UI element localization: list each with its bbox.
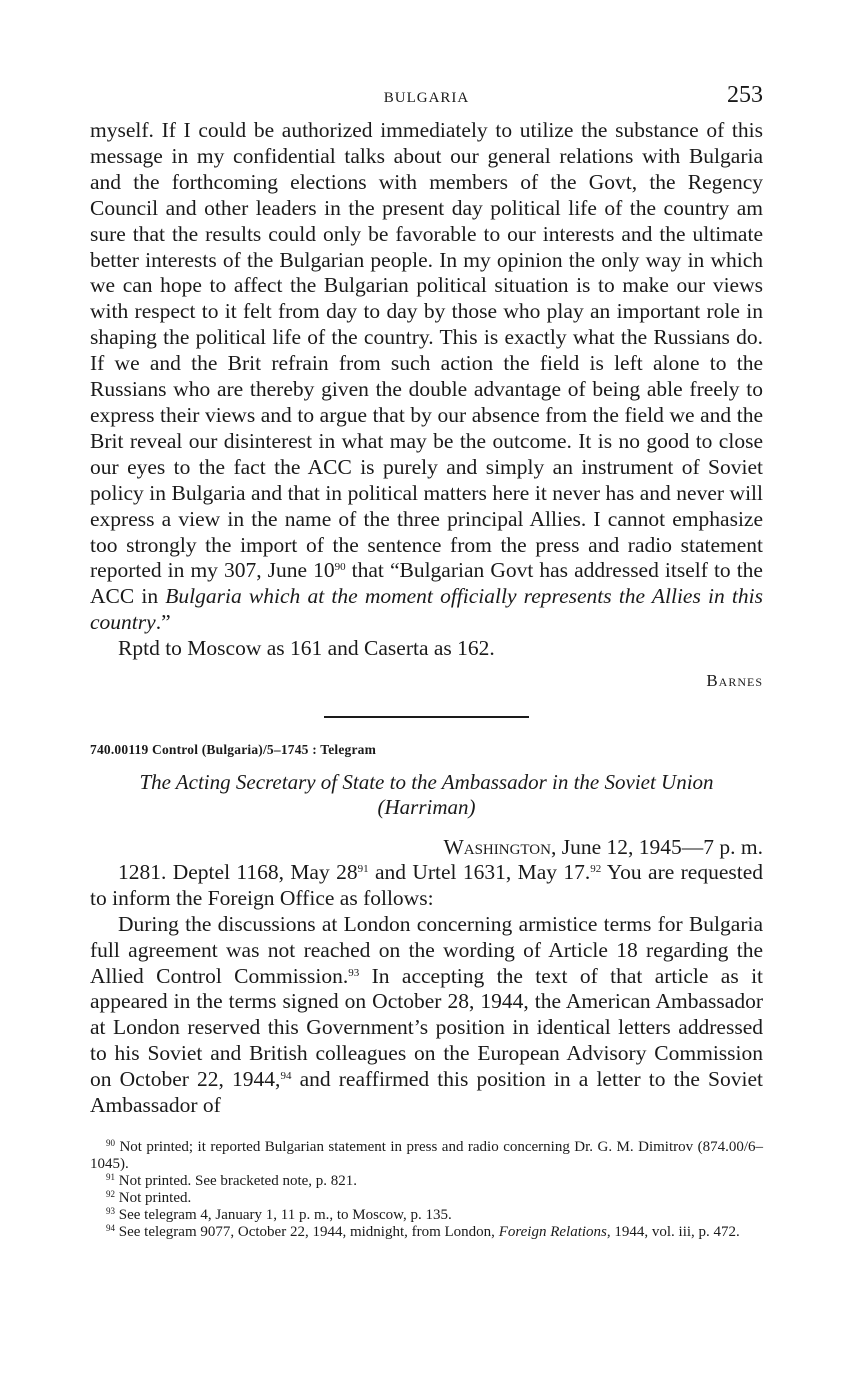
footnote-italic: Foreign Relations	[498, 1224, 607, 1240]
footnote-text: , 1944, vol. iii, p. 472.	[606, 1224, 740, 1240]
paragraph-text: that “Bulgarian Govt has addressed itself to the ACC in	[90, 558, 763, 609]
dateline-place: Washington	[443, 834, 551, 859]
footnote-text: Not printed. See bracketed note, p. 821.	[118, 1173, 358, 1189]
footnote-text: Not printed; it reported Bulgarian statement in press and radio concerning Dr. G. M. Dimitrov (874.00/6–1045).	[90, 1139, 763, 1172]
footnote-ref: 94	[280, 1070, 292, 1083]
footnote-number: 93	[106, 1206, 115, 1216]
footnote	[90, 1173, 763, 1190]
dateline	[90, 834, 763, 860]
dateline-date: , June 12, 1945—7 p. m.	[550, 834, 763, 859]
paragraph	[90, 118, 763, 636]
footnote-text: Not printed.	[118, 1190, 192, 1206]
running-head	[90, 78, 763, 118]
footnote	[90, 1224, 763, 1241]
paragraph-text: 1281. Deptel 1168, May 28	[118, 859, 358, 884]
file-reference: 740.00119 Control (Bulgaria)/5–1745 : Telegram	[90, 741, 377, 757]
paragraph-text: You are requested to inform the Foreign Office as follows:	[90, 859, 764, 910]
footnote	[90, 1207, 763, 1224]
footnote	[90, 1190, 763, 1207]
paragraph-text: In accepting the text of that article as it appeared in the terms signed on October 28, 1944, the American Ambassador at London reserved this Government’s position in identical letters addressed to his Soviet and British colleagues on the European Advisory Commission on October 22, 1944,	[90, 963, 764, 1092]
paragraph	[90, 912, 763, 1119]
document-page	[90, 78, 763, 1241]
footnote-number: 91	[106, 1172, 115, 1182]
paragraph-text: During the discussions at London concerning armistice terms for Bulgaria full agreement was not reached on the wording of Article 18 regarding the Allied Control Commission.	[90, 911, 763, 988]
footnote-number: 92	[106, 1189, 115, 1199]
footnote-text: See telegram 4, January 1, 11 p. m., to Moscow, p. 135.	[118, 1207, 452, 1223]
footnote-text: See telegram 9077, October 22, 1944, midnight, from London,	[118, 1224, 499, 1240]
paragraph-text: and reaffirmed this position in a letter to the Soviet Ambassador of	[90, 1067, 763, 1118]
footnote-number: 90	[106, 1138, 115, 1148]
paragraph-text: .”	[155, 610, 171, 635]
paragraph	[90, 860, 763, 912]
signature: Barnes	[706, 671, 763, 691]
footnote	[90, 1139, 763, 1173]
paragraph-text: myself. If I could be authorized immediately to utilize the substance of this message in my confidential talks about our general relations with Bulgaria and the forthcoming elections with members of the Govt, the Regency Council and other leaders in the present day political life of the country am sure that the results could only be favorable to our interests and the ultimate better interests of the Bulgarian people. In my opinion the only way in which we can hope to affect the Bulgarian political situation is to make our views with respect to it felt from day to day by those who play an important role in shaping the political life of the country. This is exactly what the Russians do. If we and the Brit refrain from such action the field is left alone to the Russians who are thereby given the double advantage of being able freely to express their views and to argue that by our absence from the field we and the Brit reveal our disinterest in what may be the outcome. It is no good to close our eyes to the fact the ACC is purely and simply an instrument of Soviet policy in Bulgaria and that in political matters here it never has and never will express a view in the name of the three principal Allies. I cannot emphasize too strongly the import of the sentence from the press and radio statement reported in my 307, June 10	[90, 118, 763, 583]
footnotes	[90, 1139, 763, 1241]
telegram-barnes	[90, 118, 763, 694]
italic-quote: Bulgaria which at the moment officially represents the Allies in this country	[90, 584, 763, 635]
document-title	[90, 770, 763, 820]
footnote-ref: 93	[348, 966, 360, 979]
document-title-line: The Acting Secretary of State to the Ambassador in the Soviet Union	[139, 769, 714, 794]
paragraph: Rptd to Moscow as 161 and Caserta as 162.	[118, 636, 495, 661]
footnote-ref: 90	[334, 561, 346, 574]
document-title-line: (Harriman)	[377, 794, 476, 819]
page-number: 253	[727, 82, 763, 108]
running-title: BULGARIA	[383, 90, 470, 106]
footnote-ref: 92	[590, 862, 602, 875]
paragraph-text: and Urtel 1631, May 17.	[368, 859, 591, 884]
telegram-acting-secretary	[90, 860, 763, 1119]
section-divider	[324, 716, 529, 718]
footnote-ref: 91	[357, 862, 369, 875]
footnote-number: 94	[106, 1223, 115, 1233]
